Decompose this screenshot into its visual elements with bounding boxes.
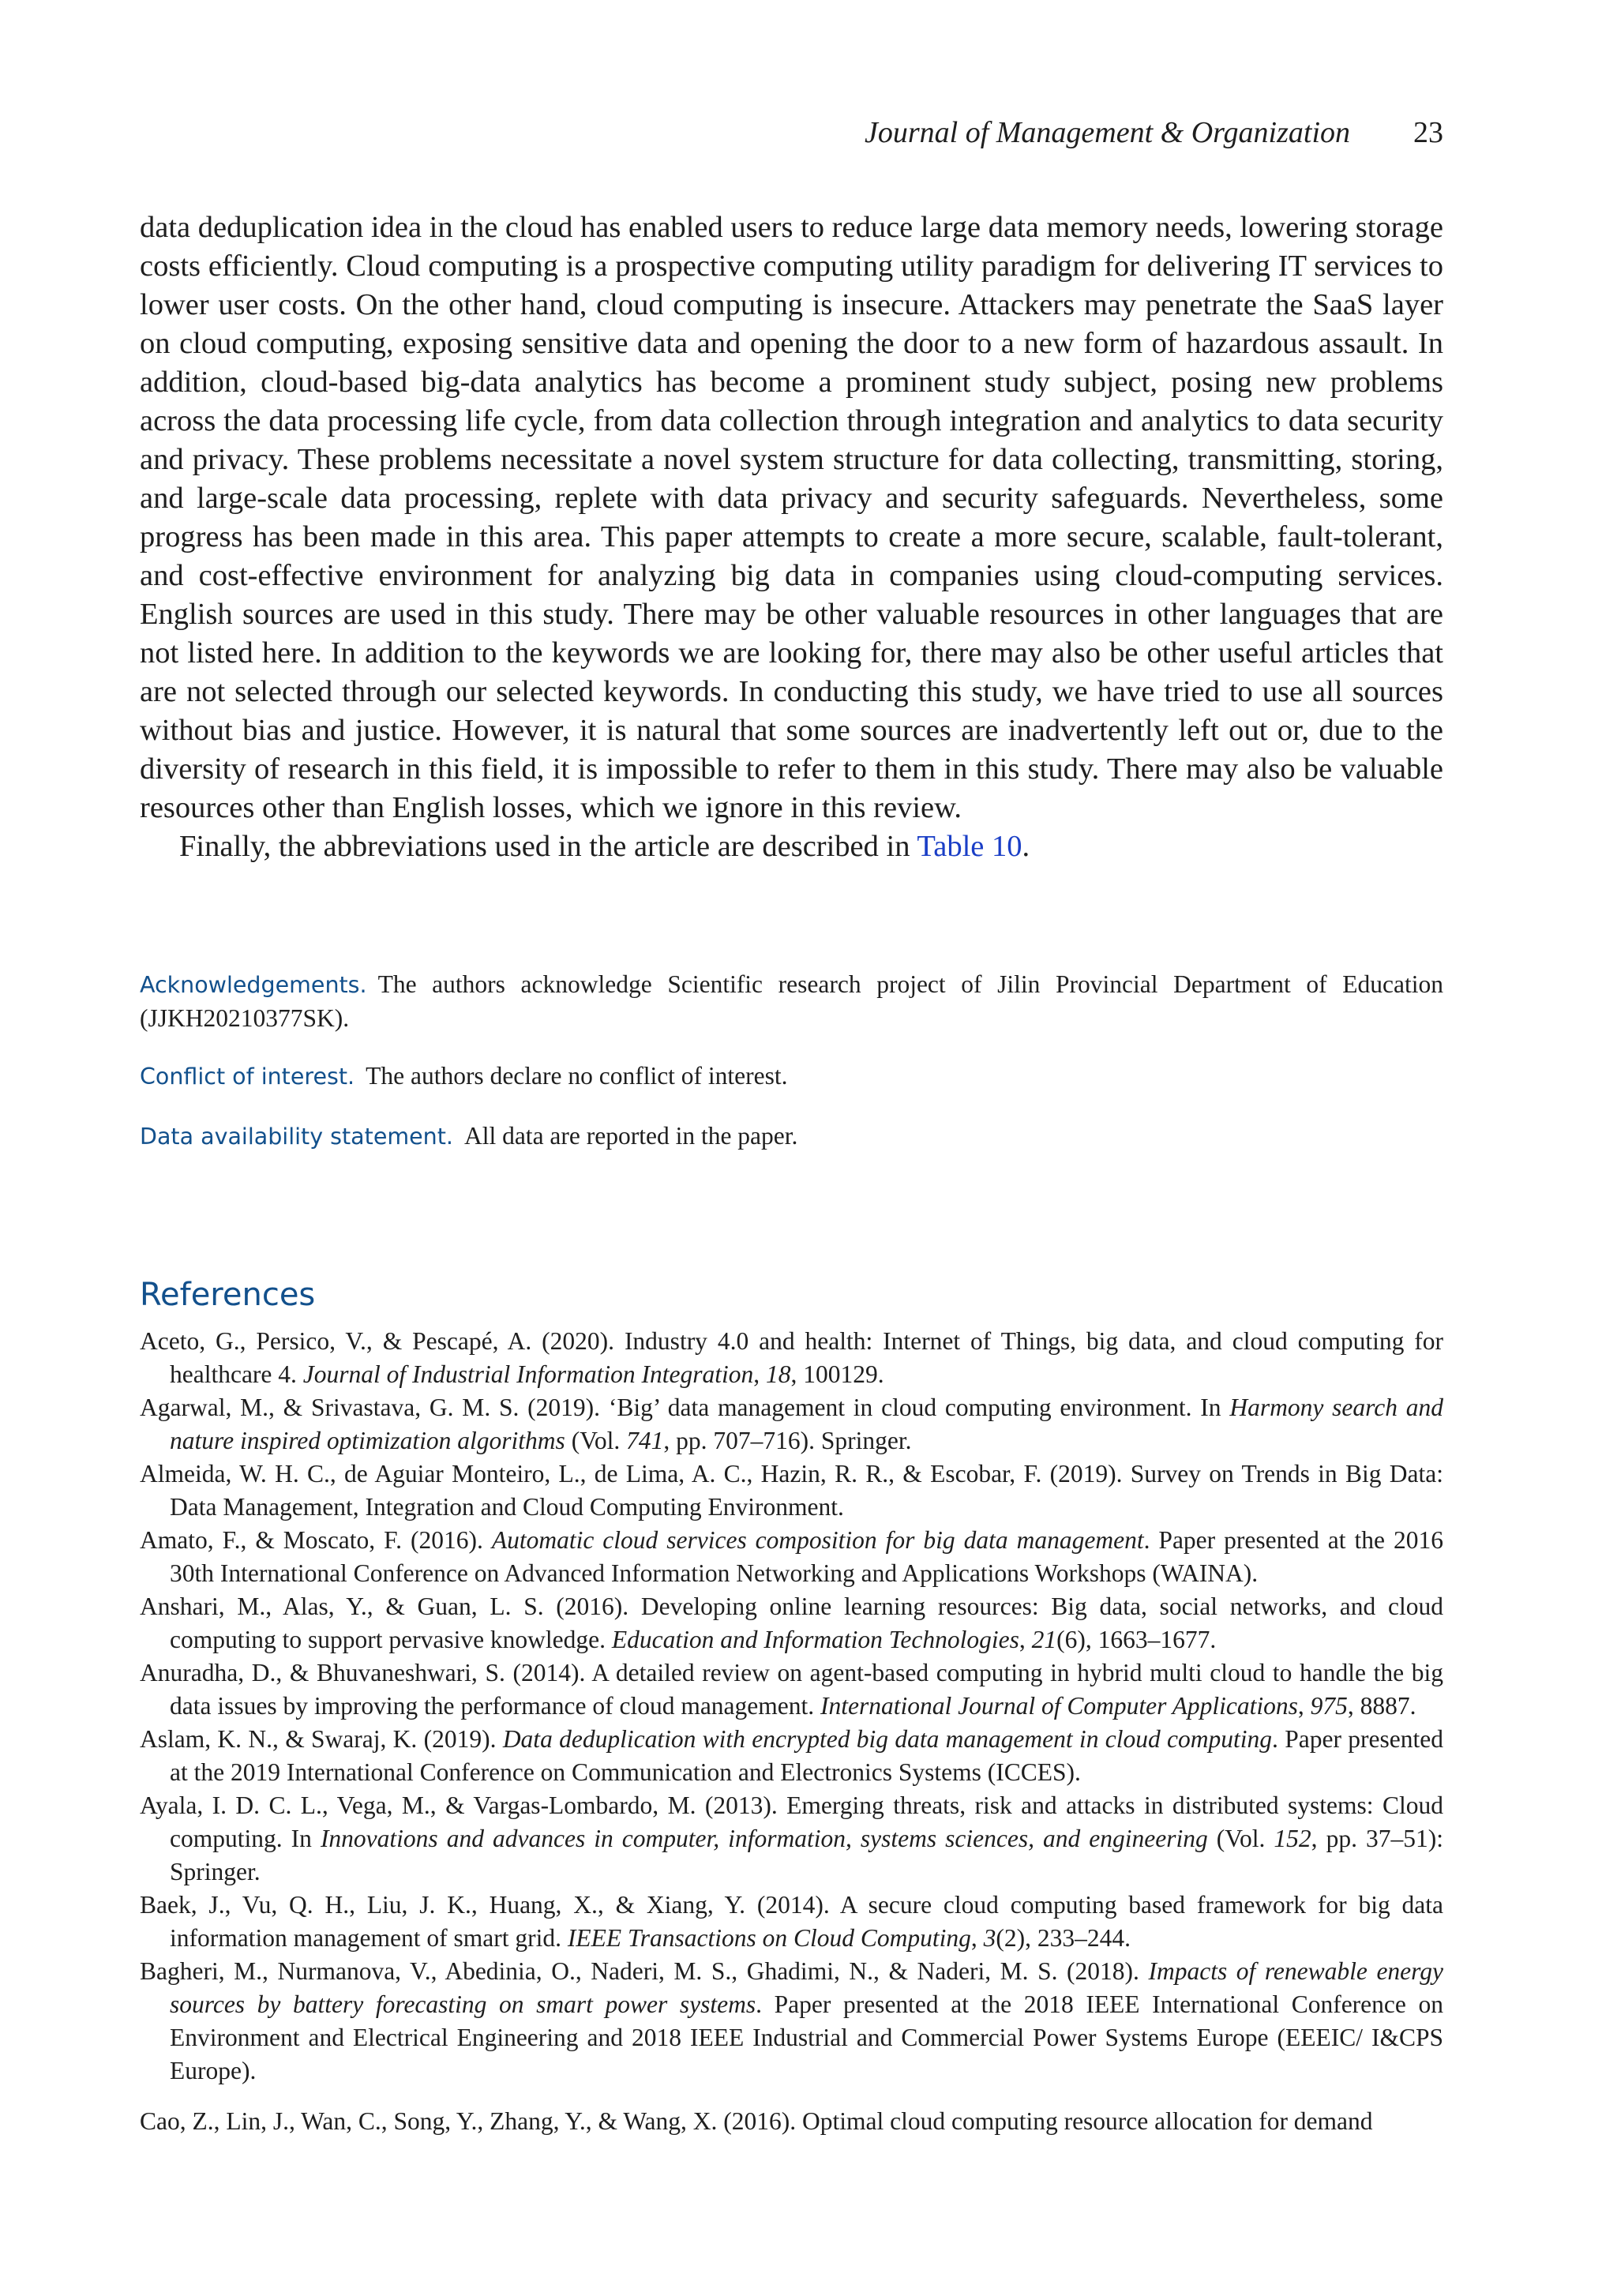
reference-source: International Journal of Computer Applications	[820, 1692, 1298, 1720]
reference-authors: Amato, F., & Moscato, F. (2016).	[140, 1526, 492, 1554]
reference-authors: Anshari, M., Alas, Y., & Guan, L. S. (2016). Developing online learning resources: Big data, social networks, and cloud computing to support pervasive knowledge.	[140, 1593, 1443, 1653]
acknowledgements-text: The authors acknowledge Scientific research project of Jilin Provincial Department of Education (JJKH20210377SK).	[140, 970, 1443, 1032]
reference-details: . Paper presented at the 2019 International Conference on Communication and Electronics Systems (ICCES).	[170, 1725, 1443, 1786]
reference-details: , pp. 707–716). Springer.	[663, 1427, 912, 1454]
reference-authors: Agarwal, M., & Srivastava, G. M. S. (2019). ‘Big’ data management in cloud computing environment. In	[140, 1394, 1230, 1421]
reference-volume: 18	[766, 1360, 791, 1388]
reference-source: Impacts of renewable energy sources by battery forecasting on smart power systems	[170, 1957, 1443, 2018]
cut-off-reference	[140, 2107, 1443, 2135]
reference-item	[140, 1458, 1443, 1524]
conflict-label: Conflict of interest.	[140, 1064, 355, 1090]
reference-authors: Aslam, K. N., & Swaraj, K. (2019).	[140, 1725, 503, 1753]
closing-paragraph	[140, 827, 1443, 866]
reference-details: . Paper presented at the 2016 30th International Conference on Advanced Information Networking and Applications Workshops (WAINA).	[170, 1526, 1443, 1587]
reference-details: . Paper presented at the 2018 IEEE International Conference on Environment and Electrical Engineering and 2018 IEEE Industrial and Commercial Power Systems Europe (EEEIC/ I&CPS Europe).	[170, 1990, 1443, 2084]
reference-source: IEEE Transactions on Cloud Computing	[567, 1924, 971, 1952]
running-header	[140, 109, 1443, 156]
cut-reference-text: Cao, Z., Lin, J., Wan, C., Song, Y., Zhang, Y., & Wang, X. (2016). Optimal cloud computing resource allocation for demand	[140, 2107, 1373, 2135]
conflict-text: The authors declare no conflict of interest.	[366, 1062, 788, 1090]
reference-authors: Aceto, G., Persico, V., & Pescapé, A. (2020). Industry 4.0 and health: Internet of Things, big data, and cloud computing for healthcare 4.	[140, 1327, 1443, 1388]
journal-title: Journal of Management & Organization	[865, 116, 1350, 149]
acknowledgements-label: Acknowledgements.	[140, 972, 367, 998]
reference-details: , 8887.	[1347, 1692, 1416, 1720]
reference-separator: (Vol.	[565, 1427, 627, 1454]
reference-separator: ,	[753, 1360, 767, 1388]
reference-source: Innovations and advances in computer, information, systems sciences, and engineering	[320, 1825, 1208, 1852]
reference-source: Automatic cloud services composition for big data management	[491, 1526, 1144, 1554]
reference-authors: Almeida, W. H. C., de Aguiar Monteiro, L., de Lima, A. C., Hazin, R. R., & Escobar, F. (2019). Survey on Trends in Big Data: Data Management, Integration and Cloud Computing Environment.	[140, 1460, 1443, 1521]
reference-authors: Bagheri, M., Nurmanova, V., Abedinia, O., Naderi, M. S., Ghadimi, N., & Naderi, M. S. (2018).	[140, 1957, 1149, 1985]
reference-item	[140, 1889, 1443, 1955]
reference-authors: Baek, J., Vu, Q. H., Liu, J. K., Huang, X., & Xiang, Y. (2014). A secure cloud computing based framework for big data information management of smart grid.	[140, 1891, 1443, 1952]
reference-authors: Anuradha, D., & Bhuvaneshwari, S. (2014). A detailed review on agent-based computing in hybrid multi cloud to handle the big data issues by improving the performance of cloud management.	[140, 1659, 1443, 1720]
references-heading: References	[140, 1277, 316, 1313]
reference-item	[140, 1955, 1443, 2088]
table-10-link[interactable]: Table 10	[917, 830, 1022, 863]
reference-separator: ,	[1297, 1692, 1311, 1720]
reference-source: Journal of Industrial Information Integration	[302, 1360, 754, 1388]
closing-period: .	[1022, 830, 1030, 863]
reference-item	[140, 1524, 1443, 1590]
reference-item	[140, 1325, 1443, 1391]
data-availability-text: All data are reported in the paper.	[463, 1122, 798, 1150]
closing-text: Finally, the abbreviations used in the article are described in	[179, 830, 917, 863]
conflict-of-interest	[140, 1060, 1443, 1094]
reference-item	[140, 1789, 1443, 1889]
data-availability-label: Data availability statement.	[140, 1124, 453, 1150]
reference-volume: 21	[1031, 1626, 1057, 1653]
reference-volume: 152	[1274, 1825, 1311, 1852]
page-number: 23	[1413, 116, 1443, 149]
body-paragraph: data deduplication idea in the cloud has enabled users to reduce large data memory needs, lowering storage costs efficiently. Cloud computing is a prospective computing utility paradigm for delivering IT services to lower user costs. On the other hand, cloud computing is insecure. Attackers may penetrate the SaaS layer on cloud computing, exposing sensitive data and opening the door to a new form of hazardous assault. In addition, cloud-based big-data analytics has become a prominent study subject, posing new problems across the data processing life cycle, from data collection through integration and analytics to data security and privacy. These problems necessitate a novel system structure for data collecting, transmitting, storing, and large-scale data processing, replete with data privacy and security safeguards. Nevertheless, some progress has been made in this area. This paper attempts to create a more secure, scalable, fault-tolerant, and cost-effective environment for analyzing big data in companies using cloud-computing services. English sources are used in this study. There may be other valuable resources in other languages that are not listed here. In addition to the keywords we are looking for, there may also be other useful articles that are not selected through our selected keywords. In conducting this study, we have tried to use all sources without bias and justice. However, it is natural that some sources are inadvertently left out or, due to the diversity of research in this field, it is impossible to refer to them in this study. There may also be valuable resources other than English losses, which we ignore in this review.	[140, 211, 1443, 824]
reference-volume: 741	[626, 1427, 664, 1454]
reference-source: Education and Information Technologies	[611, 1626, 1019, 1653]
reference-details: (6), 1663–1677.	[1056, 1626, 1217, 1653]
reference-authors: Ayala, I. D. C. L., Vega, M., & Vargas-Lombardo, M. (2013). Emerging threats, risk and attacks in distributed systems: Cloud computing. In	[140, 1791, 1443, 1852]
reference-item	[140, 1723, 1443, 1789]
reference-separator: ,	[1019, 1626, 1032, 1653]
reference-volume: 975	[1310, 1692, 1348, 1720]
reference-source: Data deduplication with encrypted big data management in cloud computing	[502, 1725, 1273, 1753]
reference-volume: 3	[983, 1924, 996, 1952]
reference-source: Harmony search and nature inspired optimization algorithms	[170, 1394, 1443, 1454]
reference-item	[140, 1656, 1443, 1723]
body-text	[140, 208, 1443, 866]
reference-item	[140, 1391, 1443, 1458]
reference-details: , 100129.	[790, 1360, 884, 1388]
data-availability	[140, 1120, 1443, 1154]
reference-separator: ,	[970, 1924, 984, 1952]
reference-details: , pp. 37–51): Springer.	[170, 1825, 1443, 1885]
reference-list	[140, 1325, 1443, 2088]
reference-details: (2), 233–244.	[996, 1924, 1131, 1952]
reference-item	[140, 1590, 1443, 1656]
acknowledgements	[140, 968, 1443, 1035]
reference-separator: (Vol.	[1207, 1825, 1274, 1852]
